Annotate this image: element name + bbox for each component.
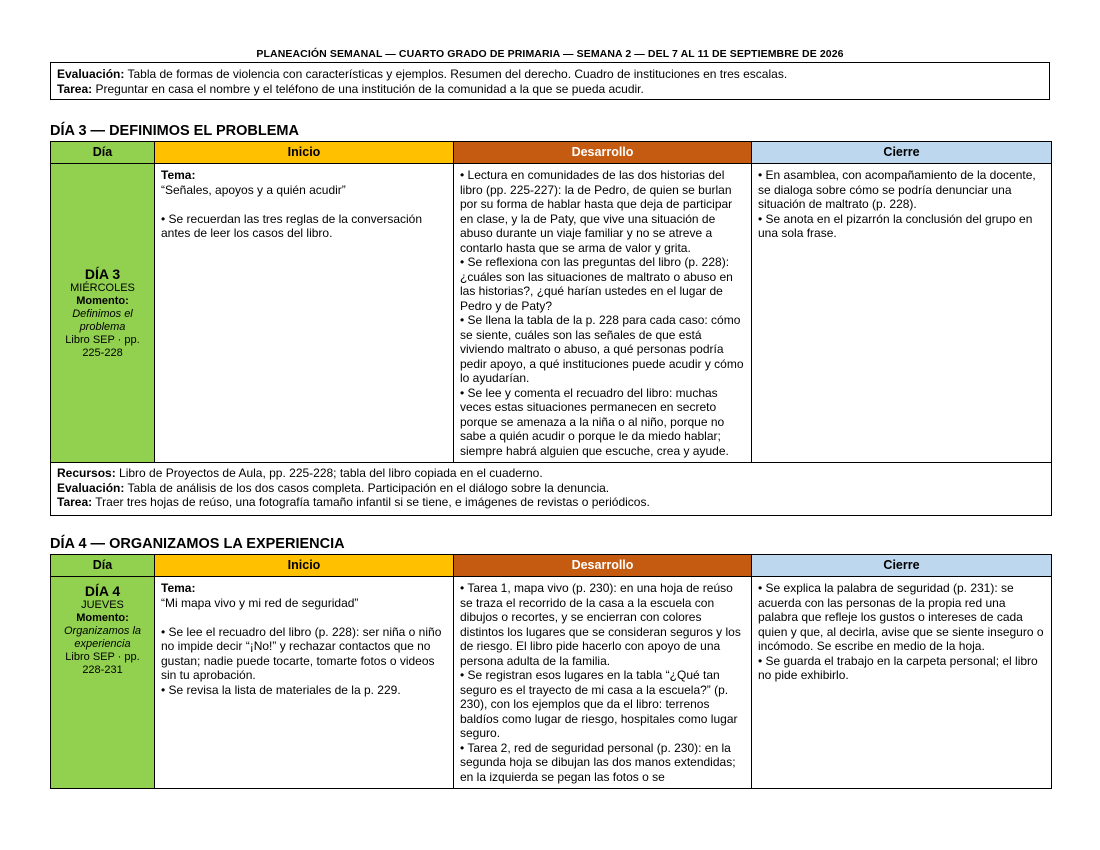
day3-dia-cell [51,164,155,463]
day4-momento-value: Organizamos la experiencia [63,625,142,650]
day4-heading: DÍA 4 — ORGANIZAMOS LA EXPERIENCIA [50,536,345,552]
day3-table [50,141,1052,516]
day3-inicio-item: • Se recuerdan las tres reglas de la conversación antes de leer los casos del libro. [161,211,423,240]
header-dia: Día [51,142,155,164]
day4-book-ref: Libro SEP · pp. 228-231 [65,651,140,676]
day4-inicio-cell [155,577,454,789]
day4-desarrollo-item: • Tarea 1, mapa vivo (p. 230): en una hoja de reúso se traza el recorrido de la casa a la escuela con dibujos o recortes, y se encierran con colores distintos los lugares que se consideran seguros y los de riesgo. El libro pide hacerlo con apoyo de una persona adulta de la familia. [460,581,741,668]
day3-desarrollo-item: • Se llena la tabla de la p. 228 para cada caso: cómo se siente, cuáles son las señales de que está viviendo maltrato o abuso, a qué personas podría pedir apoyo, a qué instituciones puede acudir y cómo lo ayudarían. [460,313,744,385]
day4-table [50,554,1052,789]
day3-momento-label: Momento: [76,295,129,307]
day3-recursos-text: Libro de Proyectos de Aula, pp. 225-228; tabla del libro copiada en el cuaderno. [119,466,543,480]
day3-footer [51,463,1052,516]
summary-box [50,62,1050,100]
day4-inicio-item: • Se lee el recuadro del libro (p. 228): ser niña o niño no impide decir “¡No!” y rechazar contactos que no gustan; nadie puede tocarte, tomarte fotos o videos sin tu aprobación. [161,624,442,682]
header-cierre: Cierre [752,142,1052,164]
day3-momento-value: Definimos el problema [72,308,133,333]
day3-cierre-item: • Se anota en el pizarrón la conclusión del grupo en una sola frase. [758,211,1033,240]
day3-heading: DÍA 3 — DEFINIMOS EL PROBLEMA [50,123,299,139]
day3-weekday: MIÉRCOLES [70,282,135,294]
tarea-label: Tarea: [57,81,93,96]
day4-weekday: JUEVES [81,599,124,611]
day3-recursos-label: Recursos: [57,466,116,480]
day3-desarrollo-item: • Lectura en comunidades de las dos historias del libro (pp. 225-227): la de Pedro, de quien se burlan por su forma de hablar hasta que deja de participar en clase, y la de Paty, que vive una situación de abuso durante un viaje familiar y no se atreve a contarlo hasta que se arma de valor y grita. [460,168,733,255]
day4-tema-value: “Mi mapa vivo y mi red de seguridad” [161,595,359,610]
day3-inicio-cell [155,164,454,463]
day4-desarrollo-cell [454,577,752,789]
day3-day-label: DÍA 3 [84,266,121,282]
evaluacion-label: Evaluación: [57,67,125,81]
header-inicio: Inicio [155,555,454,577]
day3-evaluacion-label: Evaluación: [57,480,125,495]
day3-footer-row [51,463,1052,516]
day3-cierre-item: • En asamblea, con acompañamiento de la docente, se dialoga sobre cómo se podría denunciar una situación de maltrato (p. 228). [758,168,1036,211]
header-inicio: Inicio [155,142,454,164]
day4-content-row [51,577,1052,789]
day4-dia-cell [51,577,155,789]
day3-tema-label: Tema: [161,168,196,182]
day3-desarrollo-item: • Se lee y comenta el recuadro del libro: muchas veces estas situaciones permanecen en secreto porque se amenaza a la niña o al niño, porque no sabe a quién acudir o porque le da miedo hablar; siempre habrá alguien que escuche, crea y ayude. [460,385,729,458]
day3-tema-value: “Señales, apoyos y a quién acudir” [161,182,346,197]
day4-momento-label: Momento: [76,612,129,624]
header-dia: Día [51,555,155,577]
day4-desarrollo-item: • Se registran esos lugares en la tabla “¿Qué tan seguro es el trayecto de mi casa a la escuela?” (p. 230), con los ejemplos que da el libro: terrenos baldíos como lugar de riesgo, hospitales como lugar seguro. [460,668,738,740]
day4-cierre-cell [752,577,1052,789]
evaluacion-text: Tabla de formas de violencia con características y ejemplos. Resumen del derecho. Cuadro de instituciones en tres escalas. [127,67,788,81]
day4-day-label: DÍA 4 [84,583,121,599]
day3-tarea-label: Tarea: [57,495,93,509]
header-desarrollo: Desarrollo [454,555,752,577]
header-desarrollo: Desarrollo [454,142,752,164]
day3-desarrollo-cell [454,164,752,463]
day3-evaluacion-text: Tabla de análisis de los dos casos completa. Participación en el diálogo sobre la denuncia. [127,480,610,495]
header-cierre: Cierre [752,555,1052,577]
tarea-text: Preguntar en casa el nombre y el teléfono de una institución de la comunidad a la que se pueda acudir. [95,81,644,96]
page-title: PLANEACIÓN SEMANAL — CUARTO GRADO DE PRIMARIA — SEMANA 2 — DEL 7 AL 11 DE SEPTIEMBRE DE 2026 [256,48,844,60]
day4-desarrollo-item: • Tarea 2, red de seguridad personal (p. 230): en la segunda hoja se dibujan las dos manos extendidas; en la izquierda se pegan las fotos o se [460,740,736,784]
day4-cierre-item: • Se explica la palabra de seguridad (p. 231): se acuerda con las personas de la propia red una palabra que refleje los gustos o intereses de cada quien y que, al decirla, avise que se siente inseguro o incómodo. Se escribe en medio de la hoja. [758,581,1044,653]
day3-tarea-text: Traer tres hojas de reúso, una fotografía tamaño infantil si se tiene, e imágenes de revistas o periódicos. [95,495,650,509]
day4-cierre-item: • Se guarda el trabajo en la carpeta personal; el libro no pide exhibirlo. [758,653,1038,682]
day3-desarrollo-item: • Se reflexiona con las preguntas del libro (p. 228): ¿cuáles son las situaciones de maltrato o abuso en las historias?, ¿qué harían ustedes en el lugar de Pedro y de Paty? [460,255,733,313]
day4-tema-label: Tema: [161,581,196,595]
day3-cierre-cell [752,164,1052,463]
day4-inicio-item: • Se revisa la lista de materiales de la p. 229. [161,682,401,697]
day3-book-ref: Libro SEP · pp. 225-228 [65,334,140,359]
day4-header-row [51,555,1052,577]
day3-header-row [51,142,1052,164]
day3-content-row [51,164,1052,463]
